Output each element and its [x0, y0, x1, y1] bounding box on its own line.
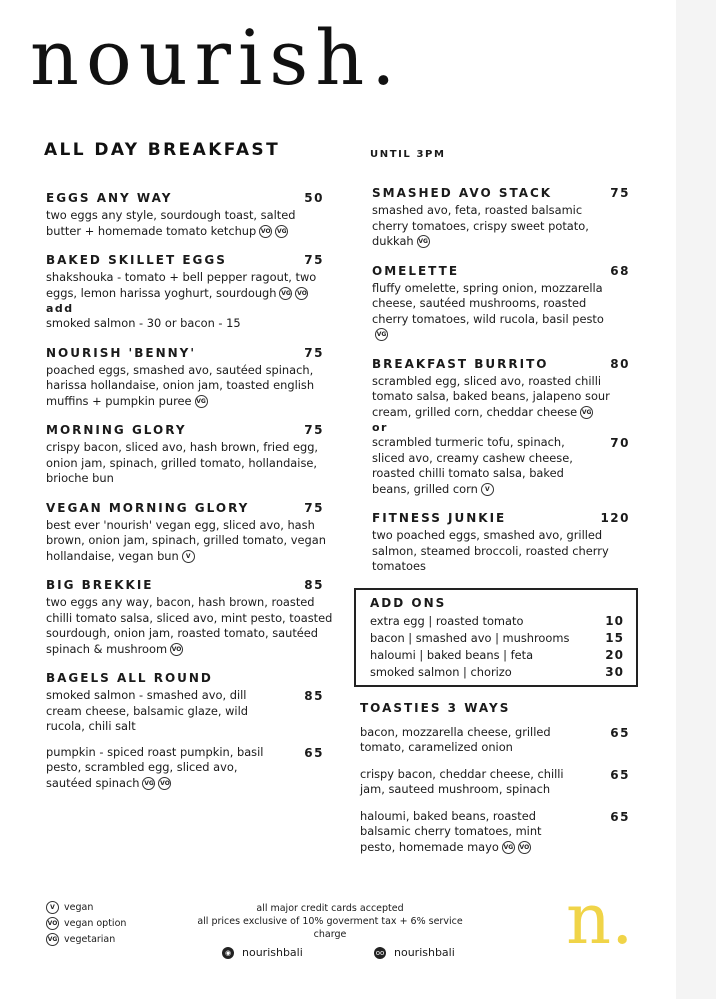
vegan-icon: V: [481, 483, 494, 496]
item-name: NOURISH 'BENNY': [46, 345, 197, 360]
item-price: 85: [304, 578, 324, 592]
item-desc-text: smashed avo, feta, roasted balsamic cherry tomatoes, crispy sweet potato, dukkah: [372, 203, 589, 248]
item-desc-text: fluffy omelette, spring onion, mozzarella cheese, sautéed mushrooms, roasted cherry tomatoes, wild rucola, basil pesto: [372, 280, 604, 326]
tax-note: all prices exclusive of 10% goverment tax + 6% service charge: [197, 916, 463, 940]
item-description: [372, 435, 598, 497]
vegetarian-icon: VG: [580, 406, 593, 419]
toastie-item: [358, 809, 640, 856]
menu-item-breakfast-burrito: [370, 356, 640, 498]
item-desc-text: two eggs any style, sourdough toast, salted butter + homemade tomato ketchup: [46, 208, 296, 238]
item-price: 65: [610, 767, 630, 782]
vegan-option-icon: VO: [46, 917, 59, 930]
item-name: SMASHED AVO STACK: [372, 186, 553, 200]
item-name: BAKED SKILLET EGGS: [46, 253, 227, 267]
add-on-label: extra egg | roasted tomato: [370, 613, 524, 628]
item-desc-text: scrambled turmeric tofu, spinach, sliced avo, creamy cashew cheese, roasted chilli tomato salsa, baked beans, grilled corn: [372, 435, 573, 496]
item-desc-text: two eggs any way, bacon, hash brown, roasted chilli tomato salsa, sliced avo, mint pesto, toasted sourdough, onion jam, roasted tomato, sautéed spinach & mushroom: [46, 595, 333, 656]
item-description: [372, 281, 612, 343]
tripadvisor-icon: oo: [375, 948, 385, 957]
item-desc-text: shakshouka - tomato + bell pepper ragout, two eggs, lemon harissa yoghurt, sourdough: [46, 270, 317, 300]
item-price: 75: [304, 500, 324, 515]
item-description: two poached eggs, smashed avo, grilled salmon, steamed broccoli, roasted cherry tomatoes: [372, 528, 609, 573]
add-text: smoked salmon - 30 or bacon - 15: [46, 316, 241, 330]
item-description: [46, 270, 334, 301]
item-price: 80: [610, 356, 630, 371]
item-description: [46, 363, 334, 410]
dietary-legend: [46, 900, 126, 948]
vegan-icon: V: [46, 901, 59, 914]
vegan-option-icon: VO: [295, 287, 308, 300]
item-name: EGGS ANY WAY: [46, 191, 173, 205]
menu-item-vegan-morning-glory: [44, 500, 334, 565]
vegetarian-icon: VG: [46, 933, 59, 946]
item-description: smoked salmon - smashed avo, dill cream cheese, balsamic glaze, wild rucola, chili salt: [46, 688, 248, 733]
item-desc-text: haloumi, baked beans, roasted balsamic cherry tomatoes, mint pesto, homemade mayo: [360, 808, 542, 854]
brand-mark: n.: [566, 878, 634, 960]
item-description: crispy bacon, cheddar cheese, chilli jam, sauteed mushroom, spinach: [360, 766, 564, 796]
item-description: bacon, mozzarella cheese, grilled tomato, caramelized onion: [360, 724, 551, 754]
item-description: [46, 745, 276, 792]
vegan-icon: V: [182, 550, 195, 563]
social-handle: nourishbali: [242, 946, 303, 959]
instagram-icon: ◉: [222, 947, 234, 959]
item-name: VEGAN MORNING GLORY: [46, 500, 250, 515]
legend-vegan: [46, 900, 126, 916]
social-handle: nourishbali: [394, 946, 455, 959]
add-on-price: 30: [605, 664, 624, 679]
add-on-price: 10: [605, 613, 624, 628]
bagel-smoked-salmon: [44, 688, 334, 735]
section-title: ALL DAY BREAKFAST: [44, 140, 281, 160]
right-column: [358, 140, 640, 866]
item-price: 50: [304, 191, 324, 205]
item-desc-text: best ever 'nourish' vegan egg, sliced avo, hash brown, onion jam, spinach, grilled tomato, vegan hollandaise, vegan bun: [46, 517, 326, 563]
item-price: 65: [610, 809, 630, 824]
vegan-option-icon: VO: [259, 225, 272, 238]
until-note: UNTIL 3PM: [370, 149, 446, 160]
legend-vegetarian: [46, 932, 126, 948]
item-description: [46, 518, 334, 565]
add-on-label: haloumi | baked beans | feta: [370, 647, 534, 662]
social-tripadvisor[interactable]: [374, 946, 455, 959]
toasties-title: TOASTIES 3 WAYS: [360, 700, 511, 715]
vegan-option-icon: VO: [518, 841, 531, 854]
vegetarian-icon: VG: [142, 777, 155, 790]
cards-note: all major credit cards accepted: [256, 903, 404, 914]
burrito-vegan-option: [370, 435, 640, 497]
toastie-item: [358, 767, 640, 798]
item-price: 75: [304, 423, 324, 437]
vegetarian-icon: VG: [502, 841, 515, 854]
vegetarian-icon: VG: [195, 395, 208, 408]
vegetarian-icon: VG: [275, 225, 288, 238]
item-price: 75: [304, 345, 324, 360]
item-desc-text: scrambled egg, sliced avo, roasted chilli tomato salsa, baked beans, jalapeno sour cream, grilled corn, cheddar cheese: [372, 373, 610, 419]
item-description: [372, 203, 612, 250]
legend-label: vegetarian: [64, 934, 116, 945]
legend-label: vegan option: [64, 918, 127, 929]
item-description: [360, 809, 580, 856]
menu-item-fitness-junkie: [370, 510, 640, 575]
add-ons-box: [354, 588, 638, 687]
menu-item-nourish-benny: [44, 345, 334, 410]
vegetarian-icon: VG: [375, 328, 388, 341]
item-desc-text: poached eggs, smashed avo, sautéed spinach, harissa hollandaise, onion jam, toasted english muffins + pumpkin puree: [46, 362, 315, 408]
menu-item-morning-glory: [44, 422, 334, 487]
item-description: crispy bacon, sliced avo, hash brown, fried egg, onion jam, spinach, grilled tomato, hollandaise, brioche bun: [46, 440, 319, 485]
item-price: 70: [610, 436, 630, 450]
menu-item-smashed-avo-stack: [370, 185, 640, 250]
item-name: MORNING GLORY: [46, 423, 187, 437]
item-price: 85: [304, 689, 324, 703]
item-price: 68: [610, 263, 630, 278]
add-on-price: 20: [605, 647, 624, 662]
vegetarian-icon: VG: [417, 235, 430, 248]
page-edge: [676, 0, 716, 999]
add-on-row: [370, 630, 626, 647]
item-name: BIG BREKKIE: [46, 578, 154, 592]
menu-item-eggs-any-way: [44, 190, 334, 239]
item-description: [46, 595, 334, 657]
item-description: [372, 374, 612, 421]
menu-item-baked-skillet-eggs: [44, 252, 334, 332]
vegan-option-icon: VO: [170, 643, 183, 656]
legend-vegan-option: [46, 916, 126, 932]
item-description: [46, 208, 334, 239]
vegan-option-icon: VO: [158, 777, 171, 790]
menu-item-big-brekkie: [44, 577, 334, 657]
add-on-label: smoked salmon | chorizo: [370, 664, 512, 679]
add-label: add: [46, 302, 74, 315]
item-name: FITNESS JUNKIE: [372, 511, 507, 525]
add-on-row: [370, 664, 626, 681]
add-on-price: 15: [605, 630, 624, 645]
add-on-row: [370, 613, 626, 630]
item-name: OMELETTE: [372, 263, 460, 278]
item-desc-text: pumpkin - spiced roast pumpkin, basil pesto, scrambled egg, sliced avo, sautéed spinach: [46, 744, 264, 790]
item-price: 75: [610, 186, 630, 200]
vegetarian-icon: VG: [279, 287, 292, 300]
brand-logo: nourish.: [30, 13, 403, 102]
or-label: or: [372, 421, 388, 434]
add-ons-title: ADD ONS: [370, 595, 447, 610]
add-on-row: [370, 647, 626, 664]
menu-item-omelette: [370, 263, 640, 343]
social-instagram[interactable]: [222, 946, 303, 959]
item-price: 75: [304, 253, 324, 267]
item-price: 120: [600, 511, 630, 525]
bagel-pumpkin: [44, 745, 334, 792]
legend-label: vegan: [64, 902, 94, 913]
footer-notes: [180, 902, 480, 941]
item-name: BAGELS ALL ROUND: [46, 671, 213, 685]
add-on-label: bacon | smashed avo | mushrooms: [370, 630, 570, 645]
item-price: 65: [304, 745, 324, 760]
toastie-item: [358, 725, 640, 756]
left-column: [44, 140, 334, 804]
menu-item-bagels: [44, 670, 334, 791]
item-price: 65: [610, 725, 630, 740]
item-name: BREAKFAST BURRITO: [372, 356, 549, 371]
